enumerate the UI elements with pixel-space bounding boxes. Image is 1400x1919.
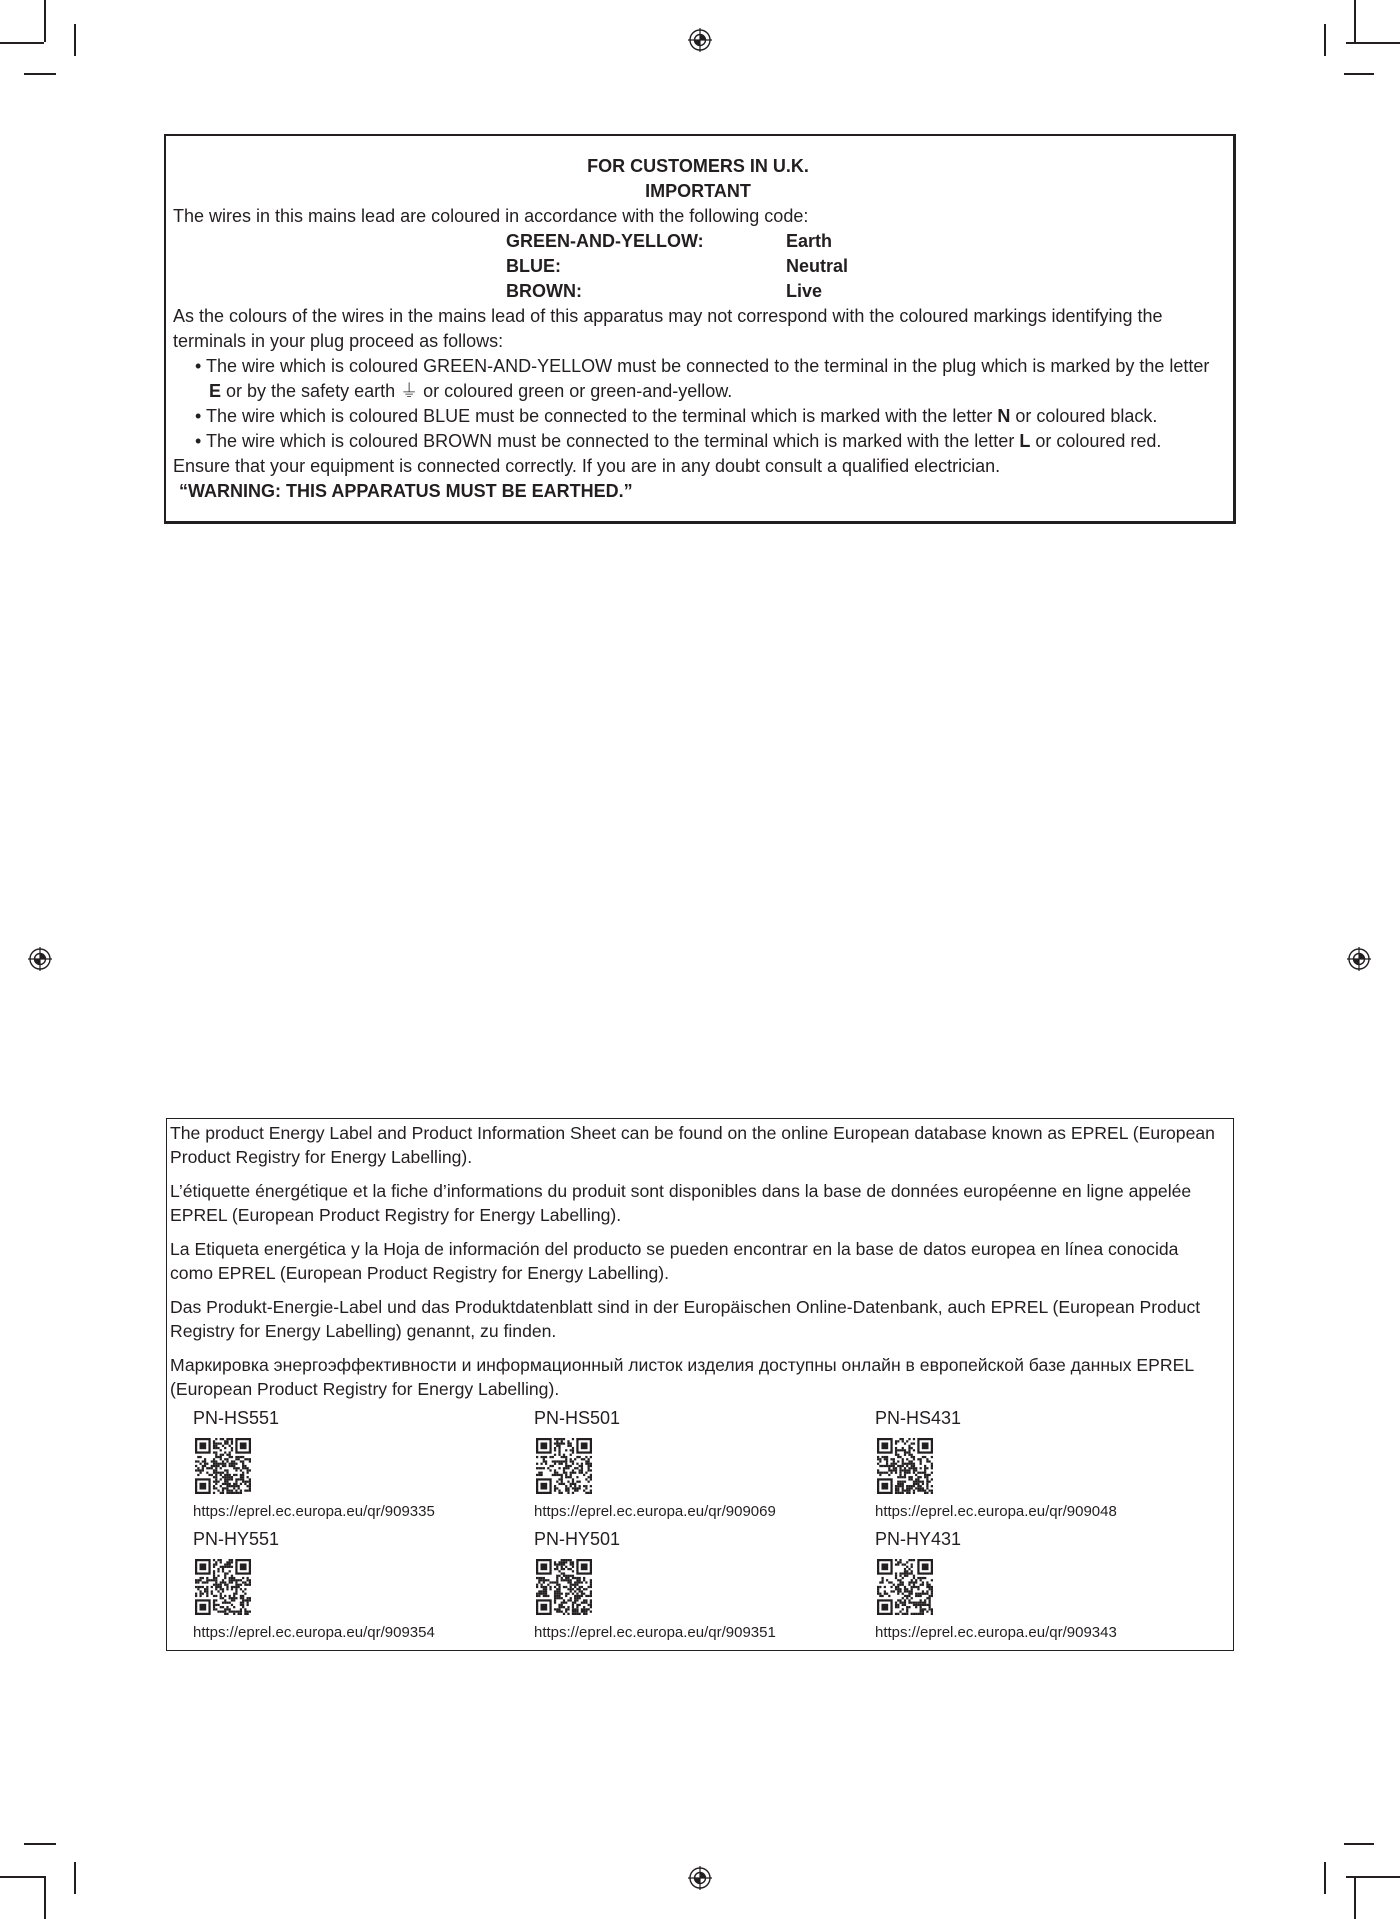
uk-caution: As the colours of the wires in the mains lead of this apparatus may not correspond with the coloured markings identifying the terminals in your plug proceed as follows: [173,306,1163,352]
eprel-paragraph-fr: L’étiquette énergétique et la fiche d’informations du produit sont disponibles dans la base de données européenne en ligne appelée EPREL (European Product Registry for Energy Labelling). [170,1181,1192,1225]
registration-mark-icon [688,28,712,52]
qr-code-icon[interactable] [536,1438,592,1494]
bullet-green-yellow: • The wire which is coloured GREEN-AND-YELLOW must be connected to the terminal in the plug which is marked by the letter E or by the safety earth ⏚ or coloured green or green-and-yellow. [195,356,1210,402]
eprel-url[interactable]: https://eprel.ec.europa.eu/qr/909343 [875,1624,1117,1641]
uk-warning: “WARNING: THIS APPARATUS MUST BE EARTHED.” [179,481,633,501]
color-code-color: BROWN: [506,281,582,301]
eprel-paragraph-ru: Маркировка энергоэффективности и информационный листок изделия доступны онлайн в европейской базе данных EPREL (European Product Registry for Energy Labelling). [170,1355,1194,1399]
bullet-brown: • The wire which is coloured BROWN must be connected to the terminal which is marked with the letter L or coloured red. [195,431,1162,451]
eprel-url[interactable]: https://eprel.ec.europa.eu/qr/909335 [193,1503,435,1520]
product-model: PN-HY501 [534,1529,621,1549]
qr-code-icon[interactable] [195,1438,251,1494]
eprel-paragraph-es: La Etiqueta energética y la Hoja de información del producto se pueden encontrar en la base de datos europea en línea conocida como EPREL (European Product Registry for Energy Labelling). [170,1239,1179,1283]
bullet-blue: • The wire which is coloured BLUE must be connected to the terminal which is marked with the letter N or coloured black. [195,406,1158,426]
eprel-paragraph-en: The product Energy Label and Product Information Sheet can be found on the online European database known as EPREL (European Product Registry for Energy Labelling). [170,1123,1215,1167]
eprel-url[interactable]: https://eprel.ec.europa.eu/qr/909354 [193,1624,435,1641]
registration-mark-icon [28,947,52,971]
uk-heading: FOR CUSTOMERS IN U.K. [587,156,809,176]
product-model: PN-HS551 [193,1408,280,1428]
qr-code-icon[interactable] [877,1559,933,1615]
registration-mark-icon [688,1866,712,1890]
qr-code-icon[interactable] [536,1559,592,1615]
color-code-color: GREEN-AND-YELLOW: [506,231,704,251]
eprel-url[interactable]: https://eprel.ec.europa.eu/qr/909351 [534,1624,776,1641]
uk-ensure: Ensure that your equipment is connected correctly. If you are in any doubt consult a qualified electrician. [173,456,1001,476]
product-model: PN-HS431 [875,1408,962,1428]
color-code-meaning: Live [786,281,823,301]
color-code-row [506,254,849,279]
safety-earth-icon: ⏚ [400,381,419,402]
color-code-color: BLUE: [506,256,561,276]
color-code-meaning: Neutral [786,256,849,276]
registration-mark-icon [1347,947,1371,971]
eprel-url[interactable]: https://eprel.ec.europa.eu/qr/909048 [875,1503,1117,1520]
qr-code-icon[interactable] [877,1438,933,1494]
eprel-notice [166,1118,1234,1651]
product-model: PN-HY431 [875,1529,962,1549]
product-model: PN-HY551 [193,1529,280,1549]
uk-intro: The wires in this mains lead are coloured in accordance with the following code: [173,206,809,226]
eprel-url[interactable]: https://eprel.ec.europa.eu/qr/909069 [534,1503,776,1520]
product-model: PN-HS501 [534,1408,621,1428]
color-code-meaning: Earth [786,231,833,251]
uk-subheading: IMPORTANT [645,181,751,201]
qr-code-icon[interactable] [195,1559,251,1615]
eprel-paragraph-de: Das Produkt-Energie-Label und das Produktdatenblatt sind in der Europäischen Online-Datenbank, auch EPREL (European Product Registry for Energy Labelling) genannt, zu finden. [170,1297,1201,1341]
uk-wiring-notice [164,134,1236,524]
color-code-row [506,229,833,254]
color-code-row [506,279,823,304]
